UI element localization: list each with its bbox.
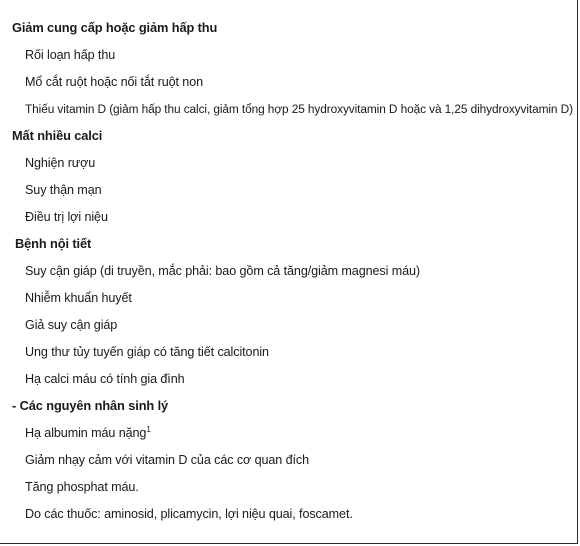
list-item-hypoalbuminemia (25, 425, 151, 441)
list-item-hyperphosphatemia: Tăng phosphat máu. (25, 480, 139, 494)
list-item-vitamin-d-deficiency: Thiếu vitamin D (giảm hấp thu calci, giảm tổng hợp 25 hydroxyvitamin D hoặc và 1,25 dihydroxyvitamin D) (25, 102, 573, 116)
section-heading-reduced-intake: Giảm cung cấp hoặc giảm hấp thu (12, 20, 218, 35)
list-item-pseudohypoparathyroidism: Giả suy cận giáp (25, 318, 118, 332)
list-item-sepsis: Nhiễm khuẩn huyết (25, 291, 132, 305)
list-item-bowel-resection: Mổ cắt ruột hoặc nối tắt ruột non (25, 75, 204, 89)
section-heading-endocrine: Bệnh nội tiết (15, 236, 92, 251)
list-item-vitamin-d-resistance: Giảm nhạy cảm với vitamin D của các cơ quan đích (25, 453, 309, 467)
footnote-marker: 1 (146, 425, 151, 434)
list-item-drugs: Do các thuốc: aminosid, plicamycin, lợi niệu quai, foscamet. (25, 507, 353, 521)
section-heading-physiological-causes: - Các nguyên nhân sinh lý (12, 398, 169, 413)
list-item-hypoalbuminemia-text: Hạ albumin máu nặng (25, 426, 147, 440)
list-item-medullary-thyroid-cancer: Ung thư tủy tuyến giáp có tăng tiết calcitonin (25, 345, 269, 359)
list-item-alcoholism: Nghiện rượu (25, 156, 96, 170)
section-heading-calcium-loss: Mất nhiều calci (12, 128, 103, 143)
list-item-chronic-renal-failure: Suy thận mạn (25, 183, 102, 197)
list-item-malabsorption: Rối loạn hấp thu (25, 48, 116, 62)
list-item-familial-hypocalcemia: Hạ calci máu có tính gia đình (25, 372, 185, 386)
list-item-diuretic-therapy: Điều trị lợi niệu (25, 210, 108, 224)
list-item-hypoparathyroidism: Suy cận giáp (di truyền, mắc phải: bao gồm cả tăng/giảm magnesi máu) (25, 264, 421, 278)
